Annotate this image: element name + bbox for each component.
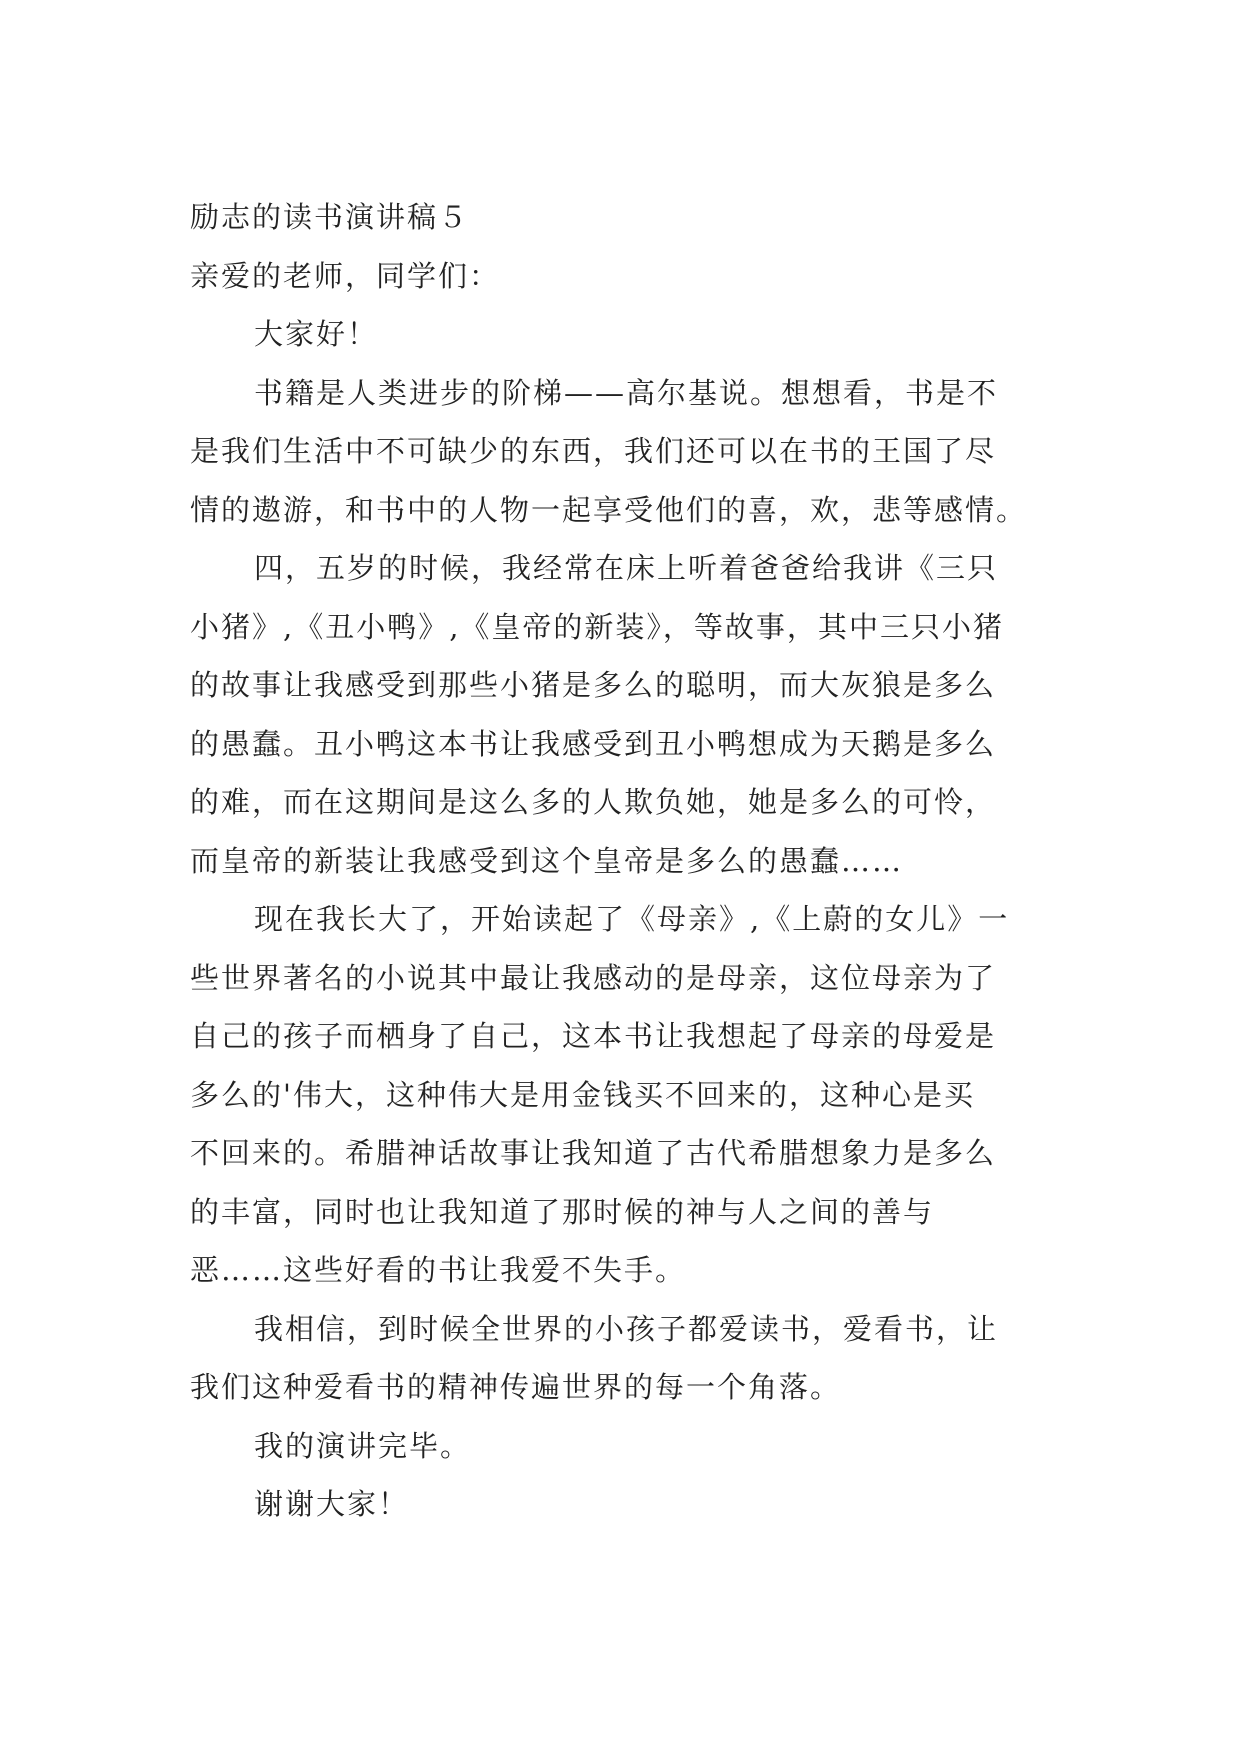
paragraph-4 (190, 1300, 1060, 1417)
closing (190, 1417, 1060, 1476)
paragraph-line: 不回来的。希腊神话故事让我知道了古代希腊想象力是多么 (190, 1136, 997, 1170)
document-title: 励志的读书演讲稿５ (190, 200, 470, 234)
closing-text: 我的演讲完毕。 (254, 1428, 472, 1463)
paragraph-line: 现在我长大了，开始读起了《母亲》,《上蔚的女儿》一 (254, 902, 1010, 936)
paragraph-line: 小猪》,《丑小鸭》,《皇帝的新装》，等故事，其中三只小猪 (190, 609, 1004, 644)
thanks (190, 1475, 1060, 1534)
paragraph-line: 恶……这些好看的书让我爱不失手。 (190, 1253, 687, 1287)
paragraph-line: 我们这种爱看书的精神传遍世界的每一个角落。 (190, 1370, 842, 1404)
paragraph-line: 四，五岁的时候，我经常在床上听着爸爸给我讲《三只 (254, 551, 999, 585)
paragraph-line: 我相信，到时候全世界的小孩子都爱读书，爱看书，让 (254, 1311, 999, 1346)
paragraph-line: 自己的孩子而栖身了自己，这本书让我想起了母亲的母爱是 (190, 1019, 997, 1053)
paragraph-line: 情的遨游，和书中的人物一起享受他们的喜，欢，悲等感情。 (190, 492, 1028, 527)
paragraph-line: 些世界著名的小说其中最让我感动的是母亲，这位母亲为了 (190, 960, 997, 995)
paragraph-line: 而皇帝的新装让我感受到这个皇帝是多么的愚蠢…… (190, 843, 904, 878)
paragraph-2 (190, 539, 1060, 890)
paragraph-line: 是我们生活中不可缺少的东西，我们还可以在书的王国了尽 (190, 434, 997, 468)
greeting (190, 305, 1060, 364)
document-body (190, 188, 1060, 1534)
paragraph-line: 的愚蠢。丑小鸭这本书让我感受到丑小鸭想成为天鹅是多么 (190, 726, 997, 761)
paragraph-line: 的难，而在这期间是这么多的人欺负她，她是多么的可怜， (190, 785, 997, 819)
paragraph-1 (190, 364, 1060, 540)
paragraph-line: 的故事让我感受到那些小猪是多么的聪明，而大灰狼是多么 (190, 668, 997, 702)
greeting-text: 大家好！ (254, 317, 379, 351)
paragraph-line: 书籍是人类进步的阶梯——高尔基说。想想看，书是不 (254, 375, 999, 410)
thanks-text: 谢谢大家！ (254, 1487, 410, 1521)
paragraph-line: 多么的'伟大，这种伟大是用金钱买不回来的，这种心是买 (190, 1077, 975, 1112)
paragraph-3 (190, 890, 1060, 1300)
paragraph-line: 的丰富，同时也让我知道了那时候的神与人之间的善与 (190, 1194, 935, 1229)
salutation: 亲爱的老师，同学们： (190, 258, 501, 293)
